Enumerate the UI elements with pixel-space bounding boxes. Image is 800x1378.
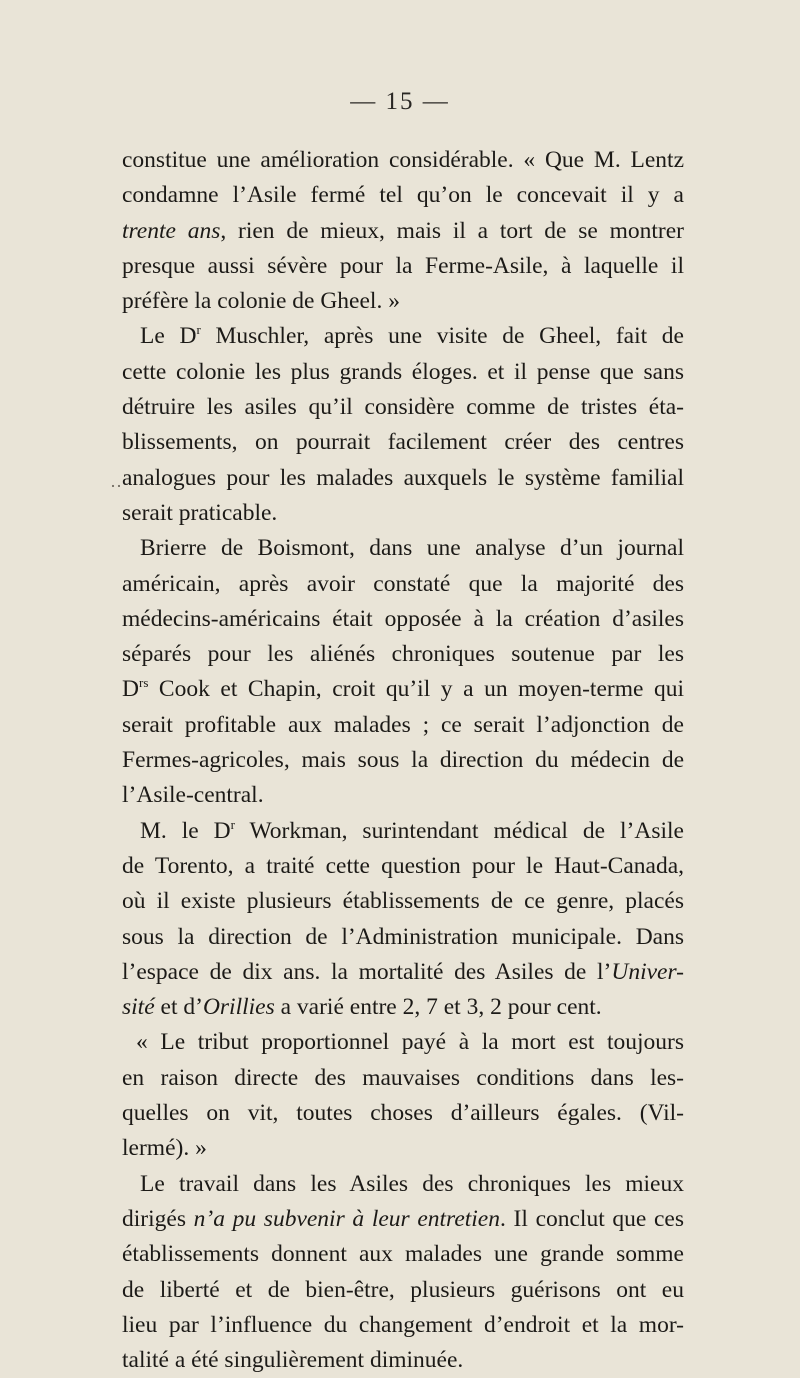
text-run: sous la direction de l’Administration municipale. Dans [122,923,684,950]
italic-text: trente ans [122,217,221,244]
text-line [122,249,684,284]
text-run: Brierre de Boismont, dans une analyse d’un journal [140,535,684,562]
text-line [122,672,684,707]
text-line [122,284,684,319]
text-run: M. le D [140,817,231,844]
text-run: Cook et Chapin, croit qu’il y a un moyen-terme qui [148,676,684,703]
text-run: , rien de mieux, mais il a tort de se montrer [220,217,685,244]
text-line [122,778,684,813]
text-line [122,178,684,213]
superscript: r [196,322,201,338]
text-run: « Le tribut proportionnel payé à la mort est toujours [136,1029,684,1056]
text-line [122,1167,684,1202]
italic-text: Univer- [611,958,684,985]
text-line [122,1308,684,1343]
italic-text: Orillies [202,994,275,1021]
text-line [122,425,684,460]
text-line [122,743,684,778]
text-run: . Il conclut que ces [500,1205,685,1232]
text-run: américain, après avoir constaté que la majorité des [122,570,684,597]
text-line [122,884,684,919]
text-line [122,708,684,743]
text-line [122,390,684,425]
margin-mark: ·· [110,476,122,496]
text-line [122,319,684,354]
text-line [122,1061,684,1096]
text-run: et d’ [154,994,203,1021]
text-run: établissements donnent aux malades une grande somme [122,1241,684,1268]
text-run: serait profitable aux malades ; ce serait l’adjonction de [122,711,684,738]
text-run: Muschler, après une visite de Gheel, fait de [200,323,684,350]
text-run: serait praticable. [122,499,278,526]
text-run: presque aussi sévère pour la Ferme-Asile, à laquelle il [122,252,684,279]
text-run: l’Asile-central. [122,782,264,809]
text-run: analogues pour les malades auxquels le système familial [122,464,684,491]
text-line [122,602,684,637]
text-run: D [122,676,139,703]
text-line [122,1096,684,1131]
text-line [122,1202,684,1237]
text-line [122,637,684,672]
text-line [122,814,684,849]
text-run: détruire les asiles qu’il considère comme de tristes éta- [122,394,684,421]
italic-text: n’a pu subvenir à leur entretien [193,1205,500,1232]
text-line [122,355,684,390]
superscript: r [230,816,235,832]
text-run: lieu par l’influence du changement d’endroit et la mor- [122,1311,684,1338]
text-line [122,1237,684,1272]
text-line [122,1025,684,1060]
text-run: Le travail dans les Asiles des chroniques les mieux [140,1170,684,1197]
text-run: blissements, on pourrait facilement créer des centres [122,429,684,456]
text-run: Workman, surintendant médical de l’Asile [234,817,684,844]
page-number: — 15 — [350,88,450,115]
text-line [122,496,684,531]
text-line [122,567,684,602]
text-run: de Torento, a traité cette question pour le Haut-Canada, [122,852,684,879]
text-run: a varié entre 2, 7 et 3, 2 pour cent. [274,994,602,1021]
text-run: Fermes-agricoles, mais sous la direction du médecin de [122,747,684,774]
text-run: cette colonie les plus grands éloges. et il pense que sans [122,358,684,385]
text-run: dirigés [122,1205,194,1232]
text-line [122,143,684,178]
text-run: condamne l’Asile fermé tel qu’on le concevait il y a [122,182,684,209]
superscript: rs [138,675,149,691]
text-run: médecins-américains était opposée à la création d’asiles [122,605,684,632]
text-run: où il existe plusieurs établissements de ce genre, placés [122,888,684,915]
text-line [122,1273,684,1308]
text-run: en raison directe des mauvaises conditions dans les- [122,1064,684,1091]
text-line [122,990,684,1025]
text-line [122,461,684,496]
text-line [122,920,684,955]
text-run: préfère la colonie de Gheel. » [122,288,400,315]
text-run: l’espace de dix ans. la mortalité des Asiles de l’ [122,958,612,985]
text-run: quelles on vit, toutes choses d’ailleurs égales. (Vil- [122,1100,684,1127]
text-run: Le D [140,323,197,350]
text-run: de liberté et de bien-être, plusieurs guérisons ont eu [122,1276,684,1303]
italic-text: sité [122,994,155,1021]
text-run: séparés pour les aliénés chroniques soutenue par les [122,641,684,668]
text-line [122,531,684,566]
text-run: talité a été singulièrement diminuée. [122,1347,464,1374]
text-line [122,1131,684,1166]
text-line [122,214,684,249]
text-line [122,849,684,884]
text-line [122,1343,684,1378]
text-line [122,955,684,990]
body-text [122,143,684,1378]
text-run: constitue une amélioration considérable. « Que M. Lentz [122,147,684,173]
text-run: lermé). » [122,1135,207,1162]
